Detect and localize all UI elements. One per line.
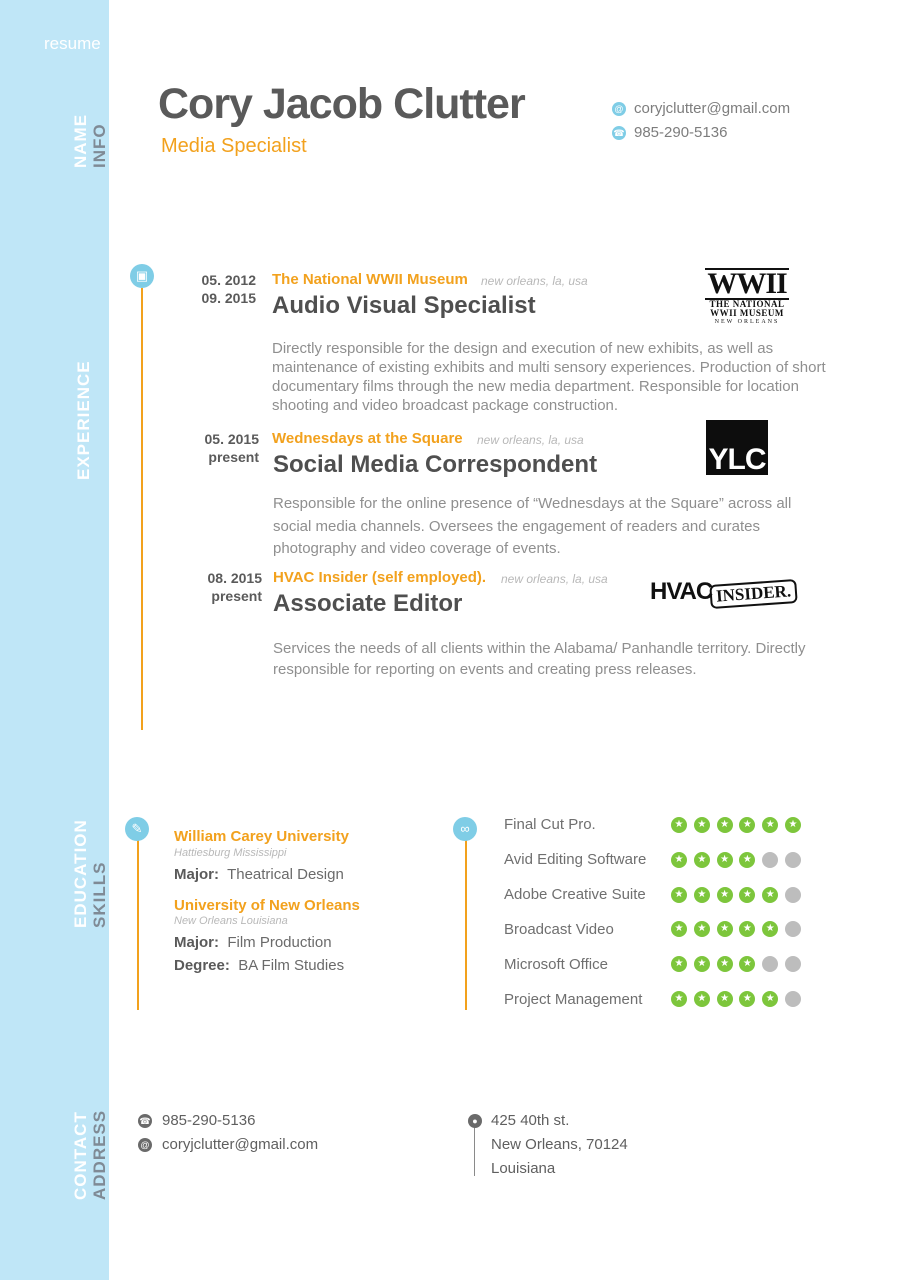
- skill-dot-filled: ★: [785, 817, 801, 833]
- skill-rating: [671, 920, 808, 938]
- skill-dot-filled: ★: [762, 817, 778, 833]
- skill-rating: [671, 886, 808, 904]
- job-role: Social Media Correspondent: [273, 451, 598, 478]
- company-name: The National WWII Museum: [272, 271, 468, 288]
- skill-dot-filled: ★: [739, 991, 755, 1007]
- section-label-name-info: NAME INFO: [71, 113, 109, 168]
- school-location: New Orleans Louisiana: [174, 915, 288, 927]
- ylc-logo: YLC: [706, 420, 768, 475]
- contact-phone[interactable]: ☎ 985-290-5136: [139, 1112, 256, 1129]
- skill-rating: [671, 955, 808, 973]
- school-location: Hattiesburg Mississippi: [174, 847, 287, 859]
- skill-dot-filled: ★: [694, 887, 710, 903]
- skill-dot-filled: ★: [671, 817, 687, 833]
- pencil-icon: ✎: [125, 817, 149, 841]
- skill-dot-filled: ★: [671, 921, 687, 937]
- skill-dot-filled: ★: [762, 921, 778, 937]
- job-role: Associate Editor: [273, 590, 463, 617]
- address-divider: [474, 1126, 475, 1176]
- school-name: University of New Orleans: [174, 897, 360, 914]
- skill-dot-filled: ★: [739, 956, 755, 972]
- skill-rating: [671, 851, 808, 869]
- skill-dot-filled: ★: [671, 991, 687, 1007]
- skill-dot-filled: ★: [671, 852, 687, 868]
- skill-dot-filled: ★: [717, 921, 733, 937]
- location-pin-icon: ●: [468, 1112, 492, 1129]
- education-major: Major: Theatrical Design: [174, 866, 344, 883]
- skill-dot-filled: ★: [694, 956, 710, 972]
- skill-dot-filled: ★: [739, 817, 755, 833]
- skill-name: Project Management: [504, 991, 643, 1008]
- job-dates: 05. 2012 09. 2015: [201, 272, 256, 306]
- skill-dot-filled: ★: [694, 991, 710, 1007]
- skill-dot-empty: [785, 887, 801, 903]
- job-role: Audio Visual Specialist: [272, 292, 536, 319]
- job-dates: 05. 2015 present: [204, 431, 259, 465]
- skill-name: Broadcast Video: [504, 921, 614, 938]
- skill-dot-filled: ★: [694, 817, 710, 833]
- skill-dot-filled: ★: [739, 921, 755, 937]
- skill-dot-filled: ★: [739, 852, 755, 868]
- job-dates: 08. 2015 present: [207, 570, 262, 604]
- job-description: Directly responsible for the design and execution of new exhibits, as well as maintenance of existing exhibits and multi sensory experiences. Production of short documentary films through the new media department. Responsible for location shooting and video broadcast package construction.: [272, 340, 826, 414]
- person-name: Cory Jacob Clutter: [158, 80, 525, 128]
- job-title: Media Specialist: [161, 135, 307, 157]
- email-icon: @: [612, 102, 626, 116]
- skill-dot-filled: ★: [717, 991, 733, 1007]
- skill-dot-filled: ★: [717, 817, 733, 833]
- education-major: Major: Film Production: [174, 934, 332, 951]
- resume-tag: resume: [44, 34, 101, 53]
- skill-name: Microsoft Office: [504, 956, 608, 973]
- skill-dot-filled: ★: [717, 852, 733, 868]
- skill-dot-filled: ★: [671, 887, 687, 903]
- skill-dot-filled: ★: [694, 852, 710, 868]
- address-line: New Orleans, 70124: [491, 1136, 628, 1153]
- skills-timeline: [465, 840, 467, 1010]
- skill-dot-empty: [762, 956, 778, 972]
- skill-dot-filled: ★: [739, 887, 755, 903]
- experience-timeline: [141, 288, 143, 730]
- skill-dot-filled: ★: [762, 991, 778, 1007]
- company-location: new orleans, la, usa: [477, 433, 584, 447]
- skill-dot-empty: [762, 852, 778, 868]
- job-description: Services the needs of all clients within the Alabama/ Panhandle territory. Directly responsible for reporting on events and creating press releases.: [273, 640, 806, 678]
- skill-dot-filled: ★: [694, 921, 710, 937]
- school-name: William Carey University: [174, 828, 349, 845]
- skill-dot-filled: ★: [717, 956, 733, 972]
- briefcase-icon: ▣: [130, 264, 154, 288]
- skill-rating: [671, 990, 808, 1008]
- phone-icon: ☎: [613, 128, 625, 139]
- company-location: new orleans, la, usa: [481, 274, 588, 288]
- skill-dot-filled: ★: [671, 956, 687, 972]
- skill-rating: [671, 816, 808, 834]
- sidebar: [0, 0, 109, 1280]
- hvac-insider-logo: HVAC INSIDER.: [650, 578, 797, 606]
- skill-dot-filled: ★: [717, 887, 733, 903]
- skill-dot-empty: [785, 921, 801, 937]
- phone-icon: ☎: [139, 1116, 151, 1127]
- education-timeline: [137, 840, 139, 1010]
- header-email[interactable]: @ coryjclutter@gmail.com: [612, 100, 790, 117]
- skill-dot-empty: [785, 852, 801, 868]
- header-phone[interactable]: ☎ 985-290-5136: [613, 124, 728, 141]
- contact-email[interactable]: @ coryjclutter@gmail.com: [138, 1136, 318, 1153]
- section-label-contact-address: CONTACT ADDRESS: [71, 1109, 109, 1200]
- skill-name: Final Cut Pro.: [504, 816, 596, 833]
- skill-dot-filled: ★: [762, 887, 778, 903]
- section-label-experience: EXPERIENCE: [74, 360, 93, 480]
- address-line: 425 40th st.: [491, 1112, 570, 1129]
- address-line: Louisiana: [491, 1160, 556, 1177]
- job-description: Responsible for the online presence of “Wednesdays at the Square” across all social media channels. Oversees the engagement of readers and curates photography and video coverage of events.: [273, 495, 792, 557]
- link-icon: ∞: [453, 817, 477, 841]
- company-name: Wednesdays at the Square: [272, 430, 463, 447]
- wwii-museum-logo: WWII THE NATIONAL WWII MUSEUM NEW ORLEANS: [705, 268, 789, 326]
- company-name: HVAC Insider (self employed).: [273, 569, 487, 586]
- section-label-education-skills: EDUCATION SKILLS: [71, 819, 109, 928]
- company-location: new orleans, la, usa: [501, 572, 608, 586]
- skill-name: Avid Editing Software: [504, 851, 647, 868]
- skill-dot-empty: [785, 991, 801, 1007]
- skill-dot-empty: [785, 956, 801, 972]
- education-degree: Degree: BA Film Studies: [174, 957, 345, 974]
- skill-name: Adobe Creative Suite: [504, 886, 646, 903]
- email-icon: @: [138, 1138, 152, 1152]
